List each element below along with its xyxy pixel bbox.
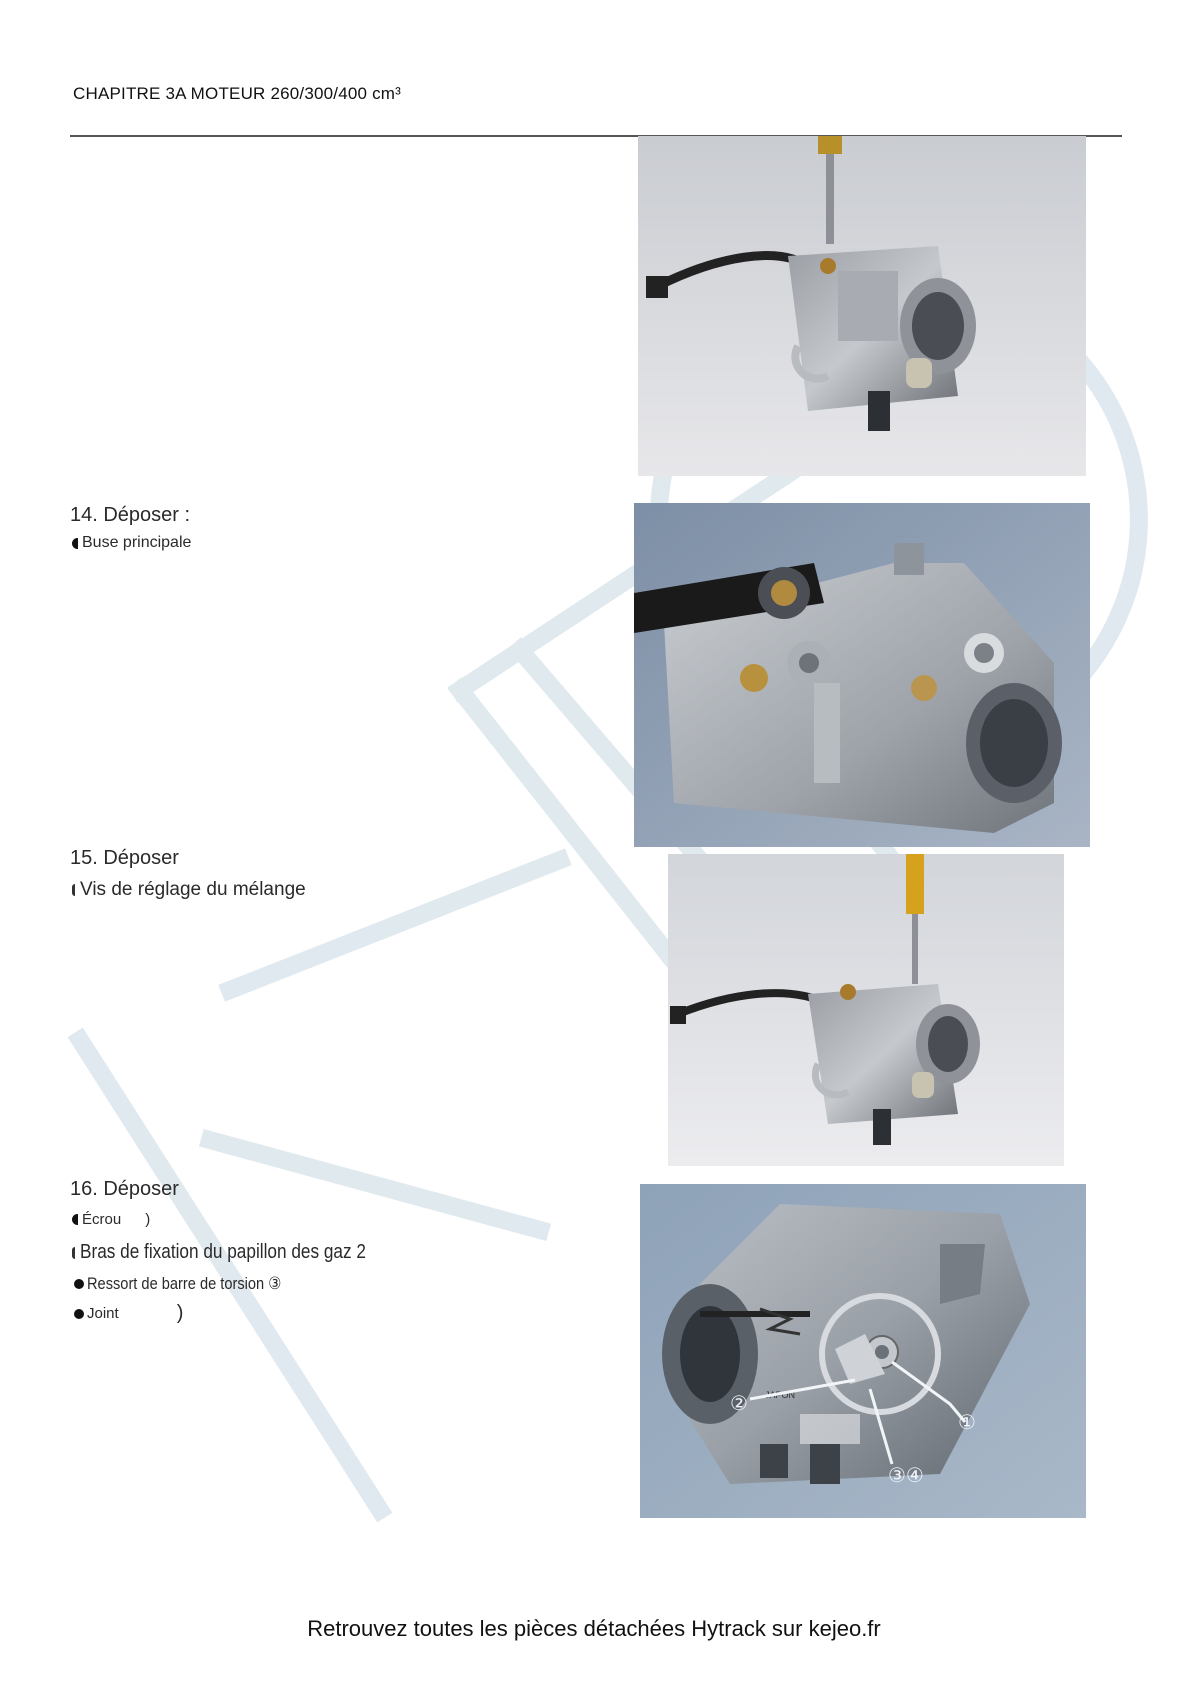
step-16-title: 16. Déposer: [70, 1178, 179, 1200]
step-16-item-4: [74, 1302, 183, 1325]
chapter-header: CHAPITRE 3A MOTEUR 260/300/400 cm³: [73, 84, 402, 103]
bullet-dot-icon: [74, 1279, 84, 1289]
bullet-half-dot-icon: [72, 538, 78, 549]
bullet-dot-icon: [74, 1309, 84, 1319]
step-16-item-1-suffix: ): [145, 1211, 151, 1228]
step-14-title: 14. Déposer :: [70, 504, 191, 526]
step-15-title: 15. Déposer: [70, 847, 179, 869]
step-16-item-3-label: Ressort de barre de torsion ③: [87, 1274, 282, 1293]
step-16-item-3: [74, 1274, 313, 1294]
step-16-item-4-suffix: ): [176, 1302, 184, 1324]
step-16-item-4-label: Joint: [87, 1305, 119, 1322]
bullet-half-dot-icon: [72, 1214, 78, 1225]
step-15-item-1: [72, 879, 306, 901]
bullet-half-dot-icon: [72, 1247, 75, 1259]
step-14-item-1-label: Buse principale: [82, 534, 192, 551]
carburetor-photo-3: [668, 854, 1064, 1166]
callout-2: ②: [730, 1391, 748, 1415]
step-16-item-1: [72, 1211, 150, 1228]
carburetor-photo-1: [638, 136, 1086, 476]
carburetor-photo-2: [634, 503, 1090, 847]
callout-1: ①: [958, 1410, 976, 1434]
carburetor-photo-4: [640, 1184, 1086, 1518]
footer-link-text: Retrouvez toutes les pièces détachées Hytrack sur kejeo.fr: [307, 1616, 881, 1641]
japon-stamp: JAPON: [765, 1390, 796, 1400]
bullet-half-dot-icon: [72, 884, 75, 896]
step-16-item-1-label: Écrou: [82, 1211, 122, 1228]
step-15-item-1-label: Vis de réglage du mélange: [80, 879, 306, 900]
step-16-item-2: [72, 1241, 412, 1264]
step-14-item-1: [72, 534, 191, 552]
step-16-item-2-label: Bras de fixation du papillon des gaz 2: [80, 1241, 366, 1263]
callout-3-4: ③④: [888, 1463, 924, 1487]
